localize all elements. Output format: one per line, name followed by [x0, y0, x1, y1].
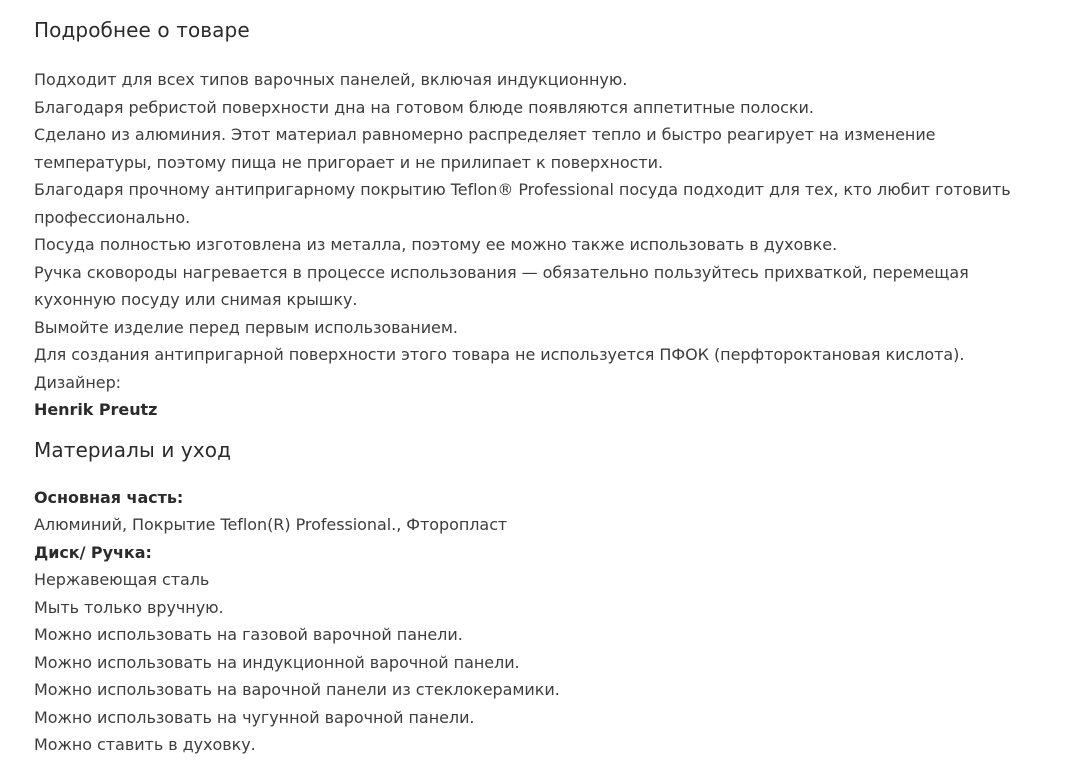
details-line: профессионально. [34, 207, 191, 227]
care-instruction: Мыть только вручную. [34, 597, 224, 617]
care-instruction: Можно ставить в духовку. [34, 735, 256, 754]
care-heading: Материалы и уход [34, 437, 232, 462]
details-line: Сделано из алюминия. Этот материал равномерно распределяет тепло и быстро реагирует на изменение [34, 125, 936, 144]
details-line: температуры, поэтому пища не пригорает и не прилипает к поверхности. [34, 152, 664, 172]
care-instruction: Можно использовать на индукционной варочной панели. [34, 652, 520, 672]
details-line: Посуда полностью изготовлена из металла, поэтому ее можно также использовать в духовке. [34, 235, 838, 254]
details-line: Вымойте изделие перед первым использованием. [34, 317, 458, 337]
disc-handle-label: Диск/ Ручка: [34, 542, 152, 562]
main-part-value: Алюминий, Покрытие Teflon(R) Professional., Фторопласт [34, 515, 508, 534]
care-instruction: Можно использовать на варочной панели из стеклокерамики. [34, 680, 560, 699]
care-instruction: Можно использовать на газовой варочной панели. [34, 625, 463, 644]
care-details [34, 484, 1080, 759]
details-line: кухонную посуду или снимая крышку. [34, 290, 358, 309]
care-instruction: Можно использовать на чугунной варочной панели. [34, 707, 475, 727]
main-part-label: Основная часть: [34, 487, 184, 507]
disc-handle-value: Нержавеющая сталь [34, 570, 210, 589]
details-line: Подходит для всех типов варочных панелей, включая индукционную. [34, 70, 628, 89]
details-heading: Подробнее о товаре [34, 18, 250, 42]
details-description [34, 66, 1080, 424]
designer-label: Дизайнер: [34, 372, 122, 392]
details-line: Благодаря прочному антипригарному покрытию Teflon® Professional посуда подходит для тех, кто любит готовить [34, 180, 1011, 199]
details-line: Для создания антипригарной поверхности этого товара не используется ПФОК (перфтороктановая кислота). [34, 345, 965, 364]
designer-name: Henrik Preutz [34, 400, 158, 419]
details-line: Благодаря ребристой поверхности дна на готовом блюде появляются аппетитные полоски. [34, 97, 814, 117]
details-line: Ручка сковороды нагревается в процессе использования — обязательно пользуйтесь прихваткой, перемещая [34, 262, 969, 282]
